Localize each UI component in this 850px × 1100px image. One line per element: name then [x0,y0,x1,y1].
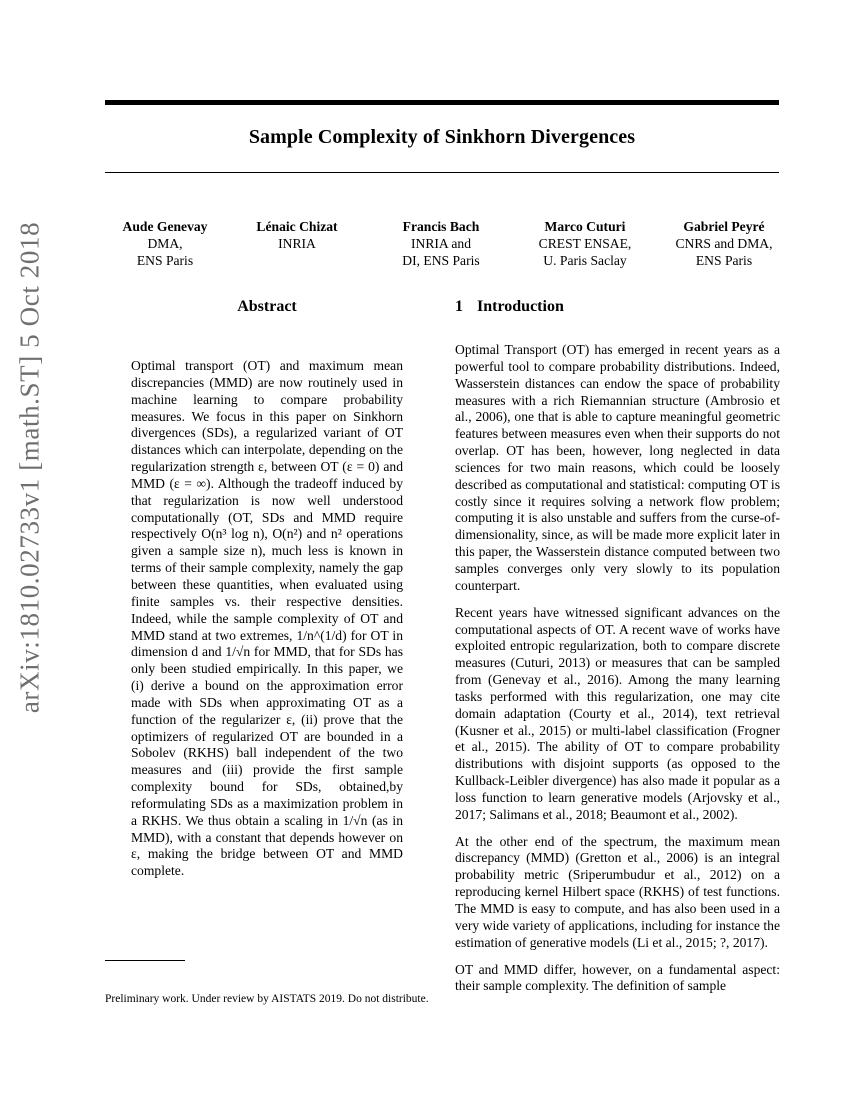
author-affiliation: ENS Paris [695,253,753,268]
abstract-heading: Abstract [237,298,297,315]
paragraph: At the other end of the spectrum, the maximum mean discrepancy (MMD) (Gretton et al., 2006) is an integral probability metric (Sriperumbudur et al., 2012) on a reproducing kernel Hilbert space (RKHS) of test functions. The MMD is easy to compute, and has also been used in a very wide variety of applications, including for instance the estimation of generative models (Li et al., 2015; ?, 2017). [455,833,780,950]
introduction-body [455,342,780,1005]
paragraph: OT and MMD differ, however, on a fundamental aspect: their sample complexity. The definition of sample [455,961,780,994]
footnote: Preliminary work. Under review by AISTATS 2019. Do not distribute. [105,993,429,1005]
author-name: Marco Cuturi [544,219,626,234]
title-bottom-rule [105,172,779,173]
author-affiliation: INRIA [278,236,316,251]
paper-title: Sample Complexity of Sinkhorn Divergences [248,126,636,148]
author-block [366,218,516,269]
arxiv-identifier: arXiv:1810.02733v1 [math.ST] 5 Oct 2018 [14,221,45,714]
author-block [90,218,240,269]
paragraph: Recent years have witnessed significant advances on the computational aspects of OT. A recent wave of works have exploited entropic regularization, both to compare discrete measures (Cuturi, 2013) or measures that can be sampled from (Genevay et al., 2016). Among the many learning tasks performed with this regularization, one may cite domain adaptation (Courty et al., 2014), text retrieval (Kusner et al., 2015) or multi-label classification (Frogner et al., 2015). The ability of OT to compare probability distributions with disjoint supports (as opposed to the Kullback-Leibler divergence) has also made it popular as a loss function to learn generative models (Arjovsky et al., 2017; Salimans et al., 2018; Beaumont et al., 2002). [455,604,780,822]
section-title: Introduction [477,298,564,315]
author-affiliation: ENS Paris [136,253,194,268]
author-block [649,218,799,269]
section-number: 1 [455,298,463,315]
author-name: Aude Genevay [122,219,208,234]
author-affiliation: CNRS and DMA, [675,236,773,251]
section-heading [455,298,780,316]
author-block [222,218,372,252]
author-block [510,218,660,269]
author-name: Francis Bach [402,219,480,234]
author-affiliation: CREST ENSAE, [538,236,632,251]
abstract-text: Optimal transport (OT) and maximum mean discrepancies (MMD) are now routinely used in machine learning to compare probability measures. We focus in this paper on Sinkhorn divergences (SDs), a regularized variant of OT distances which can interpolate, depending on the regularization strength ε, between OT (ε = 0) and MMD (ε = ∞). Although the tradeoff induced by that regularization is now well understood computationally (OT, SDs and MMD require respectively O(n³ log n), O(n²) and n² operations given a sample size n), much less is known in terms of their sample complexity, namely the gap between these quantities, when evaluated using finite samples vs. their respective densities. Indeed, while the sample complexity of OT and MMD stand at two extremes, 1/n^(1/d) for OT in dimension d and 1/√n for MMD, that for SDs has only been studied empirically. In this paper, we (i) derive a bound on the approximation error made with SDs when approximating OT as a function of the regularizer ε, (ii) prove that the optimizers of regularized OT are bounded in a Sobolev (RKHS) ball independent of the two measures and (iii) provide the first sample complexity bound for SDs, obtained,by reformulating SDs as a maximization problem in a RKHS. We thus obtain a scaling in 1/√n (as in MMD), with a constant that depends however on ε, making the bridge between OT and MMD complete. [131,358,403,879]
title-top-rule [105,100,779,105]
author-affiliation: U. Paris Saclay [543,253,627,268]
paragraph: Optimal Transport (OT) has emerged in recent years as a powerful tool to compare probability distributions. Indeed, Wasserstein distances can endow the space of probability measures with a rich Riemannian structure (Ambrosio et al., 2006), one that is able to capture meaningful geometric features between measures even when their supports do not overlap. OT has been, however, long neglected in data sciences for two main reasons, which could be loosely described as computational and statistical: computing OT is costly since it requires solving a network flow problem; computing it is also unstable and suffers from the curse-of-dimensionality, since, as will be made more explicit later in this paper, the Wasserstein distance computed between two samples converges only very slowly to its population counterpart. [455,342,780,593]
footnote-rule [105,960,185,961]
author-affiliation: DMA, [147,236,183,251]
author-affiliation: INRIA and [410,236,472,251]
author-affiliation: DI, ENS Paris [402,253,480,268]
author-name: Gabriel Peyré [683,219,765,234]
author-name: Lénaic Chizat [256,219,338,234]
